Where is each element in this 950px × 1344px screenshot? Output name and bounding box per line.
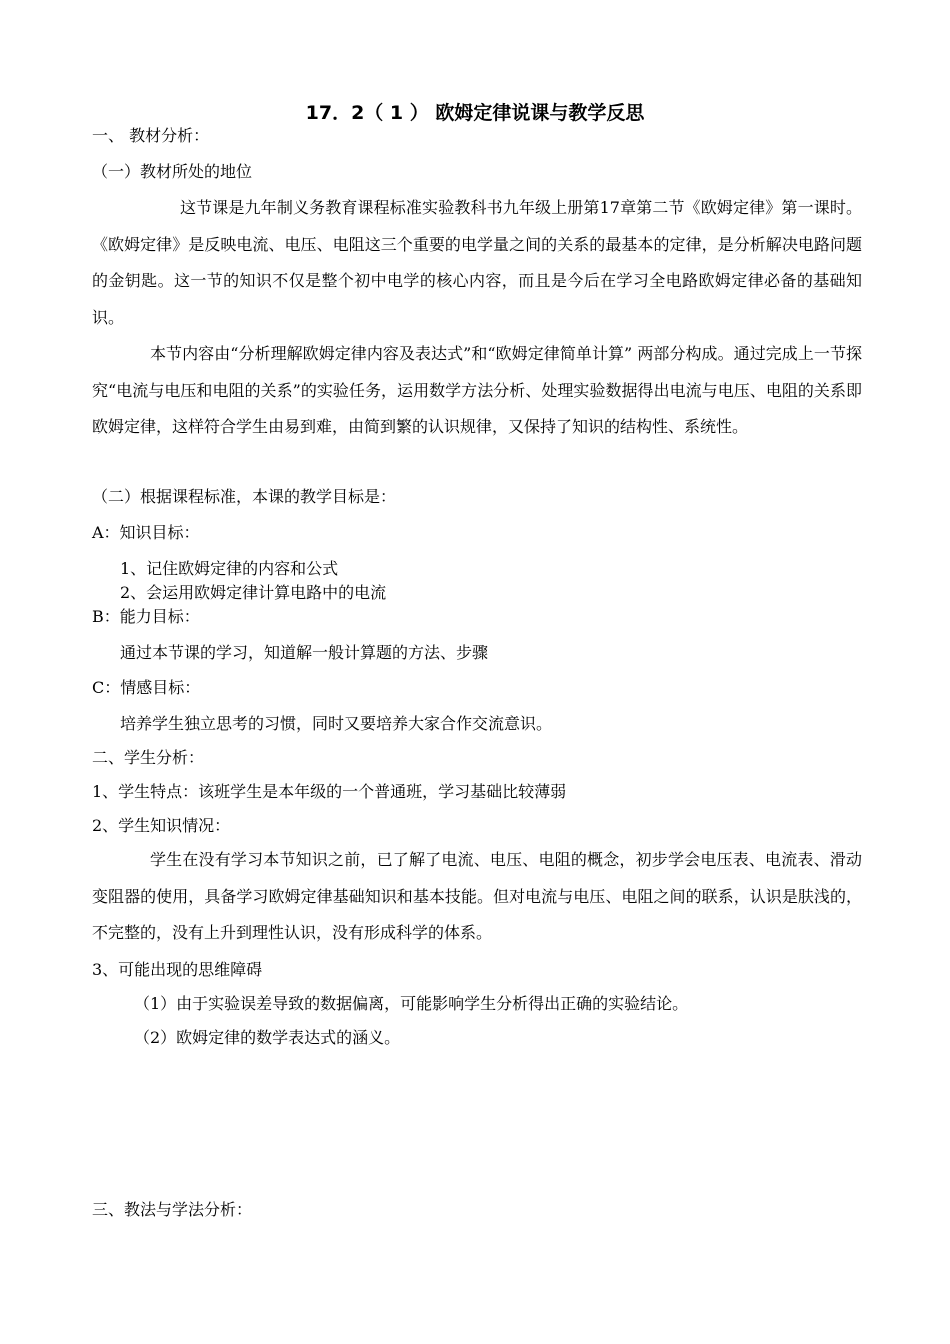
thinking-obstacle-2: （2）欧姆定律的数学表达式的涵义。 [134,1028,401,1047]
student-knowledge-heading: 2、学生知识情况： [92,816,231,835]
student-traits: 1、学生特点：该班学生是本年级的一个普通班，学习基础比较薄弱 [92,782,567,801]
section-2-heading: 二、学生分析： [92,748,205,767]
section-1-heading: 一、 教材分析： [92,126,210,145]
goal-a-item-1: 1、记住欧姆定律的内容和公式 [120,559,339,578]
thinking-obstacle-1: （1）由于实验误差导致的数据偏离，可能影响学生分析得出正确的实验结论。 [134,994,689,1013]
paragraph-student-knowledge: 学生在没有学习本节知识之前，已了解了电流、电压、电阻的概念，初步学会电压表、电流表、滑动变阻器的使用，具备学习欧姆定律基础知识和基本技能。但对电流与电压、电阻之间的联系，认识是肤浅的，不完整的，没有上升到理性认识，没有形成科学的体系。 [92,850,862,943]
goal-a-item-2: 2、会运用欧姆定律计算电路中的电流 [120,583,387,602]
document-title: 17．2（ 1 ） 欧姆定律说课与教学反思 [305,102,645,124]
thinking-obstacles-heading: 3、可能出现的思维障碍 [92,960,263,979]
goal-b-label: B：能力目标： [92,607,200,626]
goal-b-text: 通过本节课的学习，知道解一般计算题的方法、步骤 [120,643,489,662]
goal-c-text: 培养学生独立思考的习惯，同时又要培养大家合作交流意识。 [120,714,553,733]
paragraph-content-structure: 本节内容由“分析理解欧姆定律内容及表达式”和“欧姆定律简单计算” 两部分构成。通过完成上一节探究“电流与电压和电阻的关系”的实验任务，运用数学方法分析、处理实验数据得出电流与电压、电阻的关系即欧姆定律，这样符合学生由易到难，由简到繁的认识规律，又保持了知识的结构性、系统性。 [92,344,862,437]
goal-c-label: C：情感目标： [92,678,201,697]
goal-a-label: A：知识目标： [92,523,200,542]
section-3-heading: 三、教法与学法分析： [92,1200,253,1219]
paragraph-textbook-position: 这节课是九年制义务教育课程标准实验教科书九年级上册第17章第二节《欧姆定律》第一课时。《欧姆定律》是反映电流、电压、电阻这三个重要的电学量之间的关系的最基本的定律，是分析解决电路问题的金钥匙。这一节的知识不仅是整个初中电学的核心内容，而且是今后在学习全电路欧姆定律必备的基础知识。 [92,198,862,327]
subsection-1-heading: （一）教材所处的地位 [92,162,253,181]
subsection-2-heading: （二）根据课程标准，本课的教学目标是： [92,487,397,506]
